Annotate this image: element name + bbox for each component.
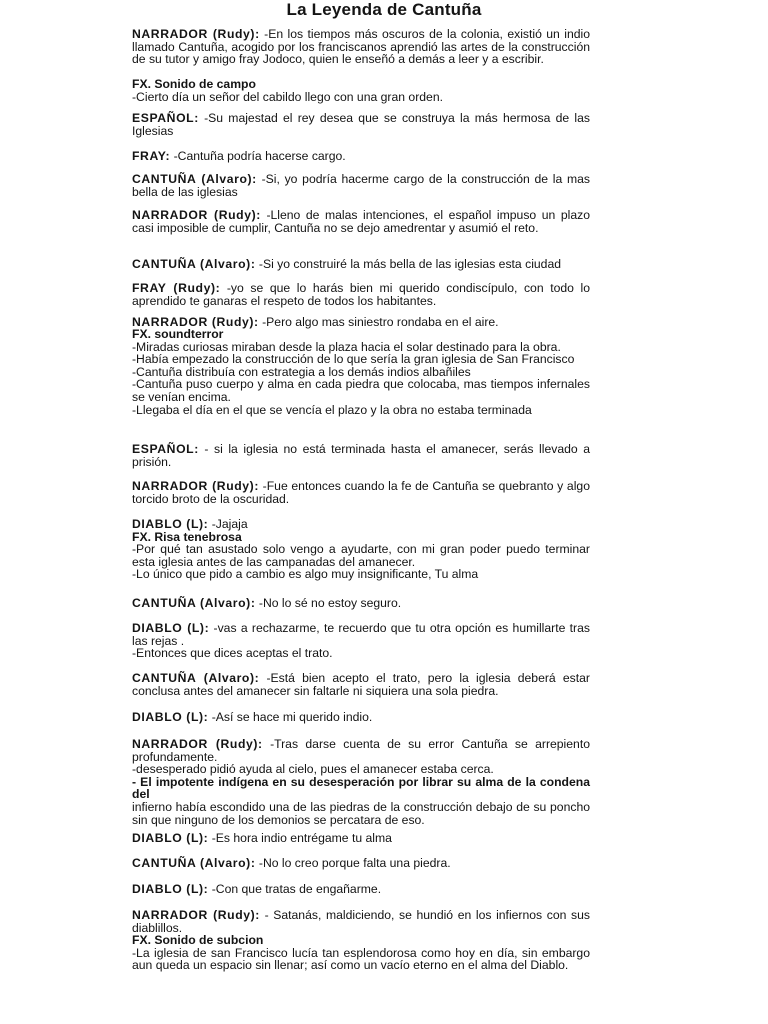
dialogue-text: -Si yo construiré la más bella de las iglesias esta ciudad [255, 257, 562, 271]
dialogue-line [132, 28, 590, 66]
dialogue-text: -No lo creo porque falta una piedra. [255, 856, 451, 870]
speaker-label: ESPAÑOL: [132, 111, 199, 125]
dialogue-text: -Tras darse cuenta de su error Cantuña se arrepiento profundamente. [132, 737, 590, 764]
dialogue-text: -No lo sé no estoy seguro. [255, 596, 402, 610]
script-block [132, 480, 590, 505]
speaker-label: NARRADOR (Rudy): [132, 479, 259, 493]
dialogue-line [132, 112, 590, 137]
script-block [132, 112, 590, 137]
dialogue-line [132, 150, 590, 163]
narration-text: -Cantuña puso cuerpo y alma en cada piedra que colocaba, mas tiempos infernales se venían encima. [132, 377, 590, 404]
sound-effect-cue: FX. soundterror [132, 327, 224, 341]
narration-text: -Lo único que pido a cambio es algo muy insignificante, Tu alma [132, 567, 479, 582]
dialogue-line [132, 832, 590, 845]
dialogue-text: -Jajaja [208, 517, 248, 531]
script-block [132, 443, 590, 468]
speaker-label: CANTUÑA (Alvaro): [132, 257, 256, 271]
script-block [132, 909, 590, 972]
script-block [132, 78, 590, 103]
script-block [132, 258, 590, 271]
script-block [132, 857, 590, 870]
narration-text: -Por qué tan asustado solo vengo a ayudarte, con mi gran poder puedo terminar esta iglesia antes de las campanadas del amanecer. [132, 542, 590, 569]
script-block [132, 883, 590, 896]
dialogue-text: -Así se hace mi querido indio. [208, 710, 373, 724]
narration-text: - El impotente indígena en su desesperación por librar su alma de la condena del [132, 774, 590, 802]
dialogue-text: -Con que tratas de engañarme. [208, 882, 382, 896]
dialogue-line [132, 857, 590, 870]
speaker-label: DIABLO (L): [132, 831, 209, 845]
speaker-label: CANTUÑA (Alvaro): [132, 671, 260, 685]
dialogue-text: -Si, yo podría hacerme cargo de la construcción de la mas bella de las iglesias [132, 172, 590, 199]
script-block [132, 282, 590, 307]
narration-text: -Cantuña distribuía con estrategia a los demás indios albañiles [132, 364, 471, 379]
script-block [132, 173, 590, 198]
speaker-label: FRAY: [132, 149, 171, 163]
speaker-label: DIABLO (L): [132, 710, 209, 724]
dialogue-line [132, 711, 590, 724]
script-block [132, 672, 590, 697]
dialogue-text: -Fue entonces cuando la fe de Cantuña se quebranto y algo torcido broto de la oscuridad. [132, 479, 590, 506]
dialogue-line [132, 209, 590, 234]
dialogue-line [132, 738, 590, 763]
dialogue-line [132, 258, 590, 271]
dialogue-line [132, 443, 590, 468]
dialogue-text: -Cantuña podría hacerse cargo. [170, 149, 346, 163]
dialogue-line [132, 480, 590, 505]
sound-effect-cue: FX. Sonido de campo [132, 77, 256, 91]
dialogue-text: -Es hora indio entrégame tu alma [208, 831, 392, 845]
script-block [132, 622, 590, 660]
dialogue-line [132, 672, 590, 697]
dialogue-text: -En los tiempos más oscuros de la colonia, existió un indio llamado Cantuña, acogido por los franciscanos aprendió las artes de la construcción de su tutor y amigo fray Jodoco, quien le enseñó a demás a leer y a escribir. [132, 27, 590, 67]
dialogue-text: -Entonces que dices aceptas el trato. [132, 646, 333, 661]
narration-text: -desesperado pidió ayuda al cielo, pues el amanecer estaba cerca. [132, 762, 494, 777]
script-block [132, 738, 590, 826]
speaker-label: NARRADOR (Rudy): [132, 315, 259, 329]
dialogue-line [132, 883, 590, 896]
speaker-label: DIABLO (L): [132, 621, 210, 635]
dialogue-text: -Su majestad el rey desea que se construya la más hermosa de las Iglesias [132, 111, 590, 138]
narration-text: -Había empezado la construcción de lo que sería la gran iglesia de San Francisco [132, 352, 575, 367]
narration-text: infierno había escondido una de las piedras de la construcción debajo de su poncho sin que ninguno de los demonios se percatara de eso. [132, 799, 590, 827]
dialogue-line [132, 282, 590, 307]
speaker-label: CANTUÑA (Alvaro): [132, 856, 256, 870]
sound-effect-cue: FX. Risa tenebrosa [132, 529, 242, 544]
script-block [132, 832, 590, 845]
speaker-label: ESPAÑOL: [132, 442, 199, 456]
dialogue-text: -yo se que lo harás bien mi querido condiscípulo, con todo lo aprendido te ganaras el respeto de todos los habitantes. [132, 281, 590, 308]
dialogue-line [132, 597, 590, 610]
script-block [132, 328, 590, 416]
dialogue-text: -Está bien acepto el trato, pero la iglesia deberá estar conclusa antes del amanecer sin faltarle ni siquiera una sola piedra. [132, 671, 590, 698]
dialogue-line [132, 173, 590, 198]
dialogue-text: -Pero algo mas siniestro rondaba en el aire. [258, 315, 499, 329]
script-block [132, 711, 590, 724]
speaker-label: NARRADOR (Rudy): [132, 908, 260, 922]
page-title: La Leyenda de Cantuña [286, 0, 482, 19]
speaker-label: FRAY (Rudy): [132, 281, 221, 295]
speaker-label: NARRADOR (Rudy): [132, 27, 260, 41]
dialogue-text: - si la iglesia no está terminada hasta el amanecer, serás llevado a prisión. [132, 442, 590, 469]
dialogue-text: -Lleno de malas intenciones, el español impuso un plazo casi imposible de cumplir, Cantuña no se dejo amedrentar y asumió el reto. [132, 208, 590, 235]
narration-text: -La iglesia de san Francisco lucía tan esplendorosa como hoy en día, sin embargo aun queda un espacio sin llenar; así como un vacío eterno en el alma del Diablo. [132, 945, 590, 973]
speaker-label: CANTUÑA (Alvaro): [132, 172, 257, 186]
dialogue-line [132, 622, 590, 647]
narration-text: -Cierto día un señor del cabildo llego con una gran orden. [132, 89, 443, 104]
dialogue-line [132, 518, 590, 531]
dialogue-text: - Satanás, maldiciendo, se hundió en los infiernos con sus diablillos. [132, 908, 590, 935]
speaker-label: DIABLO (L): [132, 882, 209, 896]
narration-text: -Miradas curiosas miraban desde la plaza hacia el solar destinado para la obra. [132, 339, 561, 354]
sound-effect-cue: FX. Sonido de subcion [132, 933, 264, 948]
dialogue-text: -vas a rechazarme, te recuerdo que tu otra opción es humillarte tras las rejas . [132, 621, 590, 648]
narration-text: -Llegaba el día en el que se vencía el plazo y la obra no estaba terminada [132, 402, 532, 417]
speaker-label: CANTUÑA (Alvaro): [132, 596, 256, 610]
speaker-label: NARRADOR (Rudy): [132, 208, 261, 222]
dialogue-line [132, 909, 590, 934]
speaker-label: DIABLO (L): [132, 517, 209, 531]
script-block [132, 518, 590, 581]
script-block [132, 597, 590, 610]
script-block [132, 209, 590, 234]
script-block [132, 150, 590, 163]
script-block [132, 28, 590, 66]
speaker-label: NARRADOR (Rudy): [132, 737, 263, 751]
